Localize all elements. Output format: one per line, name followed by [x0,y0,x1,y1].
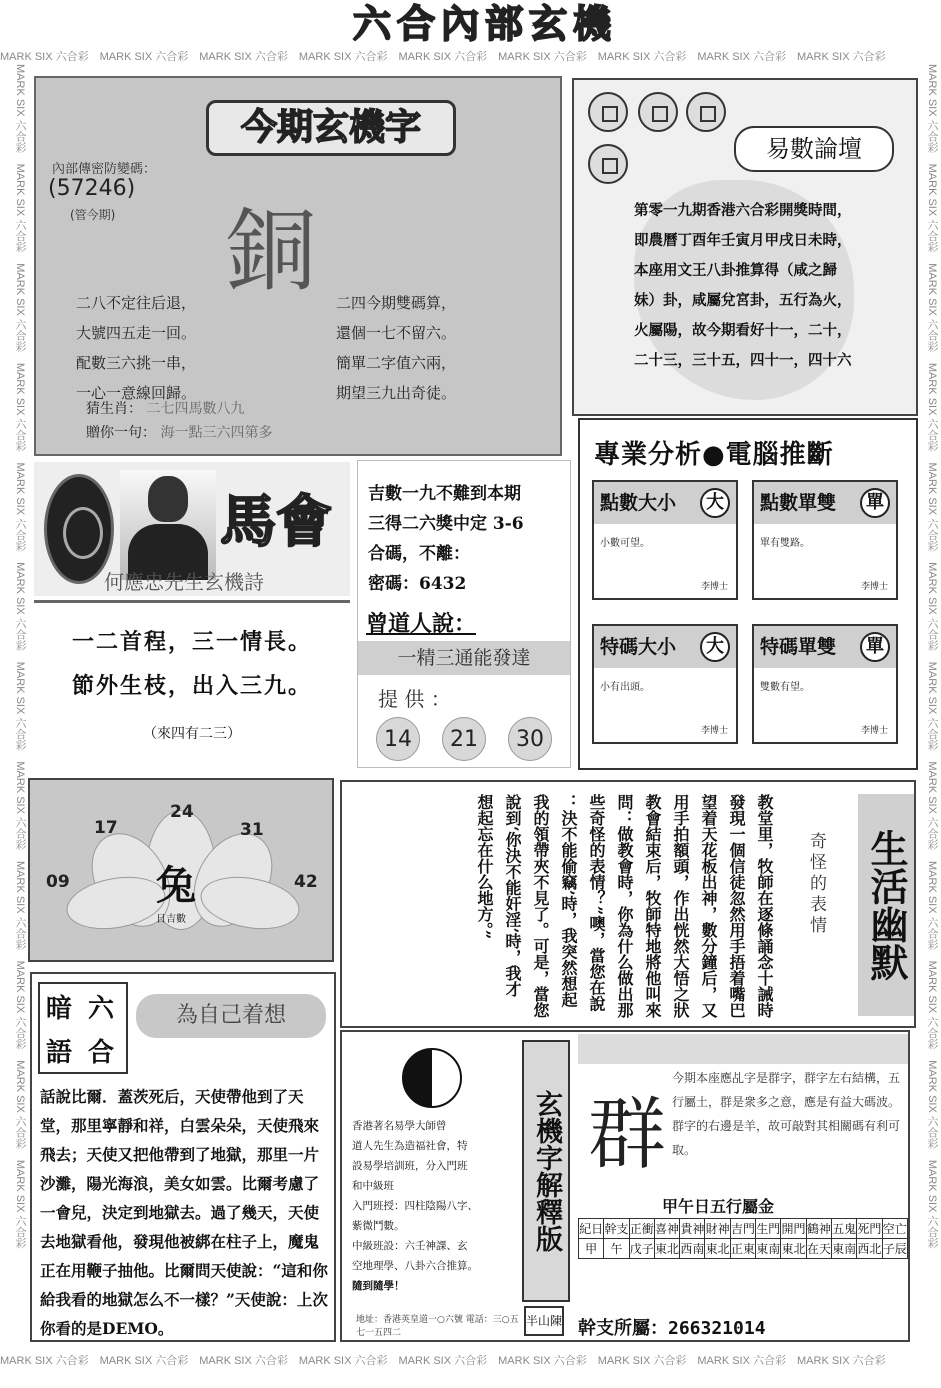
watermark-strip-right: MARK SIX 六合彩 MARK SIX 六合彩 MARK SIX 六合彩 MARK SIX 六合彩 MARK SIX 六合彩 MARK SIX 六合彩 MARK SIX 六合彩 MARK SIX 六合彩 MARK SIX 六合彩 MARK SIX 六合彩 MARK SIX 六合彩 MARK SIX 六合彩 [926,64,938,1249]
xuanji-heading: 今期玄機字 [206,100,456,156]
table-cell: 鶴神 [806,1219,831,1239]
table-cell: 子辰 [882,1239,907,1259]
jiexi-explanation: 今期本座應乩字是群字，群字左右結構，五行屬土，群是衆多之意，應是有益大碼波。群字的右邊是羊，故可敲對其相關碼有利可取。 [672,1071,901,1157]
course-line: 隨到隨學！ [352,1280,405,1292]
mahui-title: 馬會 [220,489,332,555]
course-text [352,1116,520,1296]
box-badge: 大 [700,632,730,662]
table-cell: 午 [604,1239,629,1259]
portrait-photo [120,470,216,580]
yishu-line: 二十三，三十五，四十一，四十六 [634,352,852,369]
box-signature: 李博士 [860,726,888,736]
table-row [579,1239,908,1259]
saying-label: 曾道人說： [366,611,477,637]
table-cell: 死門 [857,1219,882,1239]
number-ball: 21 [442,717,486,761]
humor-column: 些奇怪的表情？”噢，當您在說 [587,794,606,1012]
table-cell: 生門 [756,1219,781,1239]
panel-yishu [572,78,918,416]
provide-label: 提 供 ： [378,687,451,711]
analysis-box [592,624,738,744]
jishu-text [368,479,568,599]
logo-char: 語 [46,1038,73,1068]
table-cell: 西南 [680,1239,705,1259]
watermark-strip-left: MARK SIX 六合彩 MARK SIX 六合彩 MARK SIX 六合彩 MARK SIX 六合彩 MARK SIX 六合彩 MARK SIX 六合彩 MARK SIX 六合彩 MARK SIX 六合彩 MARK SIX 六合彩 MARK SIX 六合彩 MARK SIX 六合彩 MARK SIX 六合彩 [14,64,26,1249]
table-cell: 空亡 [882,1219,907,1239]
code-value: (57246) [48,176,136,201]
jishu-line: 吉數一九不難到本期 [368,484,521,504]
ganzhi-label: 幹支所屬： [578,1318,668,1339]
zodiac-number: 42 [294,872,318,892]
table-cell: 五鬼 [831,1219,856,1239]
panel-poem [34,600,350,760]
jishu-line: 密碼：6432 [368,574,467,594]
box-label: 點數大小 [594,482,736,524]
humor-column: 說到‘你決不能奸淫’時，我才 [503,794,522,998]
table-cell: 吉門 [730,1219,755,1239]
box-text: 單有雙路。 [760,538,810,549]
course-line: 道人先生為造福社會，特 [352,1140,468,1152]
table-cell: 西北 [857,1239,882,1259]
humor-column: ：決不能偷竊’時，我突然想起 [559,794,578,1008]
ganzhi-footer [578,1314,766,1340]
portrait-head [148,476,188,522]
anyu-heading: 為自己着想 [136,994,326,1038]
table-cell: 喜神 [654,1219,679,1239]
coin-icon [686,92,726,132]
panel-mahui [34,462,350,596]
guess-value: 二七四馬數八九 [146,401,245,417]
jiexi-stamp: 半山陳 [524,1306,564,1336]
coin-icon [588,144,628,184]
table-row [579,1219,908,1239]
zodiac-char: 兔 [156,862,196,909]
zodiac-number: 09 [46,872,70,892]
guess-zodiac [86,398,244,418]
gift-label: 贈你一句： [86,425,156,441]
number-ball: 30 [508,717,552,761]
jishu-line: 合碼，不離： [368,544,470,564]
zodiac-number: 31 [240,820,264,840]
table-cell: 甲 [579,1239,604,1259]
course-line: 紫微鬥數。 [352,1220,405,1232]
box-label: 點數單雙 [754,482,896,524]
verse-line: 二四今期雙碼算， [336,294,457,312]
analysis-box [592,480,738,600]
table-cell: 在天 [806,1239,831,1259]
table-cell: 開門 [781,1219,806,1239]
logo-char: 合 [88,1038,115,1068]
panel-xuanji [34,76,562,456]
wuxing-table [578,1218,908,1259]
table-cell: 正衝 [629,1219,654,1239]
panel-zodiac [28,778,334,962]
table-cell: 東南 [756,1239,781,1259]
wuxing-table-title: 甲午日五行屬金 [662,1197,775,1216]
jishu-line: 三得二六獎中定 3-6 [368,514,524,534]
poem-line: 一二首程，三一情長。 [71,629,312,655]
watermark-strip-top: MARK SIX 六合彩 MARK SIX 六合彩 MARK SIX 六合彩 MARK SIX 六合彩 MARK SIX 六合彩 MARK SIX 六合彩 MARK SIX 六合彩 MARK SIX 六合彩 MARK SIX 六合彩 [0,51,886,63]
number-ball: 14 [376,717,420,761]
saying-band: 一精三通能發達 [358,641,570,675]
course-info [352,1042,520,1338]
table-cell: 財神 [705,1219,730,1239]
course-line: 入門班授：四柱陰陽八字、 [352,1200,478,1212]
code-label: 內部傳密防變碼： [52,162,157,177]
course-line: 設易學培訓班，分入門班 [352,1160,468,1172]
table-cell: 幹支 [604,1219,629,1239]
page-title: 六合內部玄機 [352,2,617,46]
panel-analysis [578,418,918,770]
course-address: 地址：香港英皇道一○六號 電話：三○五七一五四二 [356,1315,519,1338]
course-line: 和中級班 [352,1180,394,1192]
humor-column: 教堂里，牧師在逐條誦念十誡時 [755,794,774,1018]
gift-line [86,422,272,442]
humor-column: 我的領帶夾不見了。可是，當您 [531,794,550,1018]
yishu-line: 火屬陽，故今期看好十一，二十， [634,322,852,339]
table-cell: 東北 [781,1239,806,1259]
lucky-label: 日吉數 [156,914,186,925]
box-badge: 大 [700,488,730,518]
table-cell: 紀日 [579,1219,604,1239]
yishu-line: 第零一九期香港六合彩開獎時間， [634,202,852,219]
zodiac-number: 24 [170,802,194,822]
panel-jiexi [340,1030,910,1342]
analysis-box [752,480,898,600]
humor-column: 望着天花板出神，數分鐘后，又 [699,794,718,1018]
jiexi-big-char: 群 [588,1090,667,1180]
mahui-subtitle: 何應忠先生玄機詩 [104,570,264,594]
ganzhi-value: 266321014 [668,1318,766,1339]
table-cell: 戊子 [629,1239,654,1259]
yishu-line: 即農曆丁酉年壬寅月甲戌日未時， [634,232,852,249]
box-badge: 單 [860,488,890,518]
table-cell: 貴神 [680,1219,705,1239]
box-badge: 單 [860,632,890,662]
humor-column: 用手拍額頭，作出恍然大悟之狀 [671,794,690,1018]
table-cell: 東北 [654,1239,679,1259]
yishu-text [634,196,904,376]
code-period: (管今期) [70,208,116,222]
poem-note: （來四有二三） [143,726,241,742]
coin-icon [588,92,628,132]
guess-label: 猜生肖： [86,401,142,417]
zodiac-number: 17 [94,818,118,838]
panel-jishu [357,460,571,768]
anyu-story: 話說比爾．蓋茨死后，天使帶他到了天堂，那里寧靜和祥，白雲朵朵，天使飛來飛去；天使又把他帶到了地獄，那里一片沙灘，陽光海浪，美女如雲。比爾考慮了一會兒，決定到地獄去。過了幾天，天使去地獄看他，發現他被綁在柱子上，魔鬼正在用鞭子抽他。比爾問天使說：“這和你給我看的地獄怎么不一樣？”天使說：上次你看的是DEMO。 [40,1087,328,1338]
verse-line: 期望三九出奇徒。 [336,384,457,402]
xuanji-left-verse [76,288,196,408]
humor-column: 想起忘在什么地方。” [475,794,494,940]
box-signature: 李博士 [860,582,888,592]
verse-line: 配數三六挑一串， [76,354,197,372]
analysis-box [752,624,898,744]
decorative-band [578,1034,908,1064]
taiji-icon [402,1048,462,1108]
table-cell: 正東 [730,1239,755,1259]
box-text: 小數可望。 [600,538,650,549]
verse-line: 大號四五走一回。 [76,324,197,342]
table-cell: 東南 [831,1239,856,1259]
xuanji-right-verse [336,288,456,408]
verse-line: 簡單二字值六兩， [336,354,457,372]
analysis-title: 專業分析●電腦推斷 [594,440,834,470]
logo-char: 暗 [46,994,73,1024]
panel-anyu [30,972,336,1342]
box-signature: 李博士 [700,726,728,736]
poem-line: 節外生枝，出入三九。 [71,673,312,699]
coin-icon [638,92,678,132]
humor-column: 發現一個信徒忽然用手捂着嘴巴 [727,794,746,1018]
watermark-strip-bottom: MARK SIX 六合彩 MARK SIX 六合彩 MARK SIX 六合彩 MARK SIX 六合彩 MARK SIX 六合彩 MARK SIX 六合彩 MARK SIX 六合彩 MARK SIX 六合彩 MARK SIX 六合彩 [0,1355,886,1367]
humor-column: 問：做教會時，你為什么做出那 [615,794,634,1018]
table-cell: 東北 [705,1239,730,1259]
yishu-line: 本座用文王八卦推算得（咸之歸 [634,262,837,279]
jiexi-vertical-title: 玄機字解釋版 [522,1040,570,1302]
anyu-logo [38,982,128,1074]
box-label: 特碼大小 [594,626,736,668]
gift-value: 海一點三六四第多 [160,425,273,441]
box-text: 雙數有望。 [760,682,810,693]
box-text: 小有出頭。 [600,682,650,693]
xuanji-big-char: 銅 [226,199,316,304]
verse-line: 二八不定往后退， [76,294,197,312]
box-label: 特碼單雙 [754,626,896,668]
humor-subtitle: 奇怪的表情 [806,832,826,937]
panel-humor [340,780,916,1028]
course-line: 空地理學、八卦六合推算。 [352,1260,478,1272]
humor-column: 教會結束后，牧師特地將他叫來 [643,794,662,1018]
logo-char: 六 [88,994,115,1024]
verse-line: 還個一七不留六。 [336,324,457,342]
verse-line: 一心一意線回歸。 [76,384,197,402]
course-line: 中級班設：六壬神課、玄 [352,1240,468,1252]
humor-tag: 生活幽默 [858,794,914,1016]
box-signature: 李博士 [700,582,728,592]
yishu-heading: 易數論壇 [734,126,894,172]
yishu-line: 妹）卦，咸屬兌宮卦，五行為火， [634,292,852,309]
course-line: 香港著名易學大師曾 [352,1120,447,1132]
